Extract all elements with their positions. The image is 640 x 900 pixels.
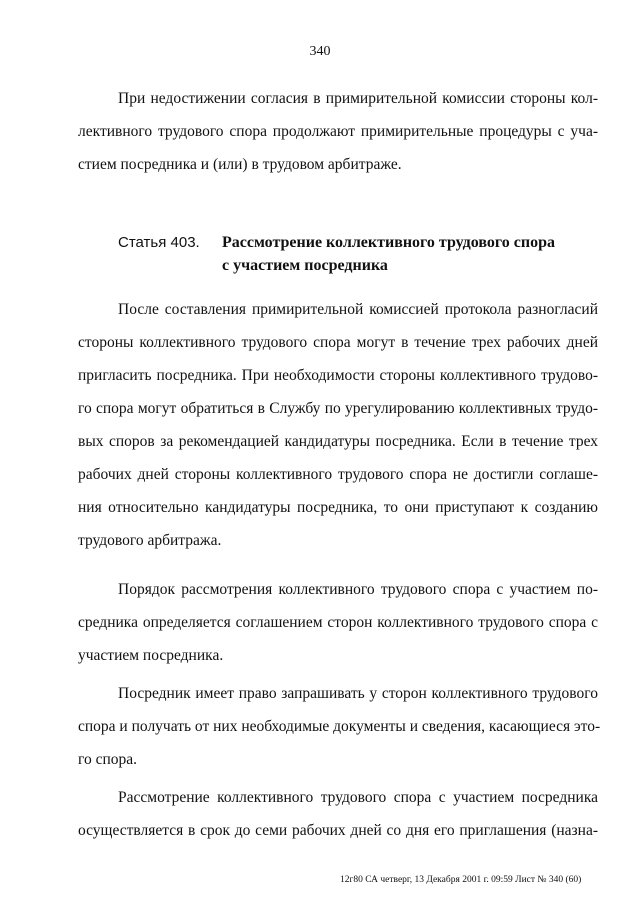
article-number: Статья 403. xyxy=(118,234,200,251)
paragraph-line: При недостижении согласия в примирительной комиссии стороны кол- xyxy=(118,90,598,107)
article-heading xyxy=(118,231,588,277)
paragraph-line: стороны коллективного трудового спора могут в течение трех рабочих дней xyxy=(78,334,598,351)
paragraph-3 xyxy=(78,573,598,672)
paragraph-line: го спора. xyxy=(78,751,138,768)
paragraph-line: пригласить посредника. При необходимости стороны коллективного трудово- xyxy=(78,367,598,384)
paragraph-1 xyxy=(78,82,598,181)
paragraph-line: осуществляется в срок до семи рабочих дней со дня его приглашения (назна- xyxy=(78,822,598,839)
paragraph-line: рабочих дней стороны коллективного трудового спора не достигли соглаше- xyxy=(78,466,598,483)
paragraph-4 xyxy=(78,677,601,776)
paragraph-line: Посредник имеет право запрашивать у сторон коллективного трудового xyxy=(118,685,598,702)
paragraph-2 xyxy=(78,293,598,557)
paragraph-line: лективного трудового спора продолжают примирительные процедуры с уча- xyxy=(78,123,598,140)
paragraph-line: вых споров за рекомендацией кандидатуры посредника. Если в течение трех xyxy=(78,433,598,450)
paragraph-line: Порядок рассмотрения коллективного трудового спора с участием по- xyxy=(118,581,598,598)
paragraph-line: спора и получать от них необходимые документы и сведения, касающиеся это- xyxy=(78,718,601,735)
article-title-line-1: Рассмотрение коллективного трудового спора xyxy=(222,234,555,251)
page-footer: 12г80 СА четверг, 13 Декабря 2001 г. 09:59 Лист № 340 (60) xyxy=(340,875,582,885)
page-number: 340 xyxy=(309,44,331,59)
paragraph-line: стием посредника и (или) в трудовом арбитраже. xyxy=(78,156,402,173)
paragraph-line: участием посредника. xyxy=(78,647,224,664)
paragraph-line: трудового арбитража. xyxy=(78,532,222,549)
paragraph-line: Рассмотрение коллективного трудового спора с участием посредника xyxy=(118,789,598,806)
paragraph-line: средника определяется соглашением сторон коллективного трудового спора с xyxy=(78,614,598,631)
paragraph-line: го спора могут обратиться в Службу по урегулированию коллективных трудо- xyxy=(78,400,598,417)
paragraph-line: ния относительно кандидатуры посредника, то они приступают к созданию xyxy=(78,499,598,516)
paragraph-line: После составления примирительной комиссией протокола разногласий xyxy=(118,301,598,318)
paragraph-5 xyxy=(78,781,598,847)
article-title-line-2: с участием посредника xyxy=(222,257,388,274)
